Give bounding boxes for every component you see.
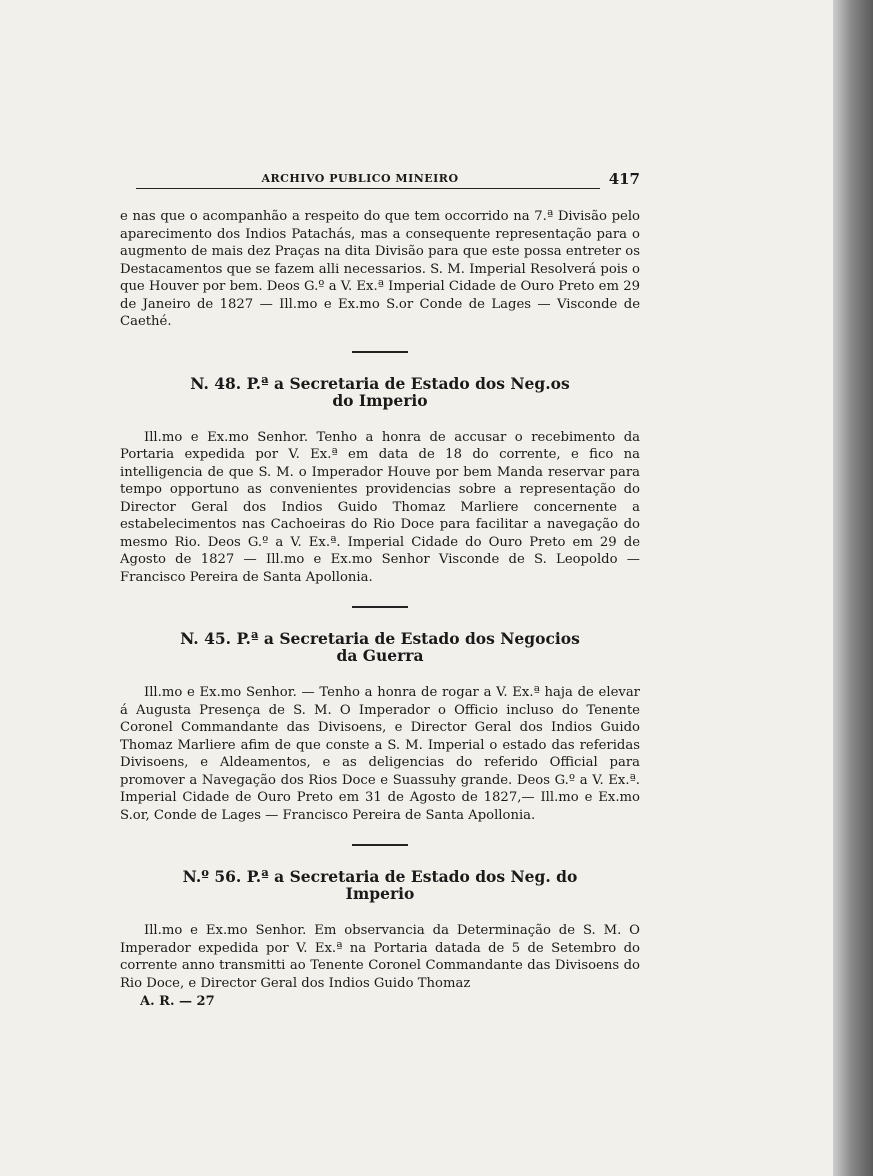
paragraph-n48: Ill.mo e Ex.mo Senhor. Tenho a honra de accusar o recebimento da Portaria expedida por V. Ex.ª em data de 18 do corrente, e fico na intelligencia de que S. M. o Imperador Houve por bem Manda reservar para tempo opportuno as convenientes providencias sobre a representação do Director Geral dos Indios Guido Thomaz Marliere concernente a estabelecimentos nas Cachoeiras do Rio Doce para facilitar a navegação do mesmo Rio. Deos G.º a V. Ex.ª. Imperial Cidade do Ouro Preto em 29 de Agosto de 1827 — Ill.mo e Ex.mo Senhor Visconde de S. Leopoldo — Francisco Pereira de Santa Apollonia.	[120, 429, 640, 585]
heading-n56-line1: N.º 56. P.ª a Secretaria de Estado dos Neg. do	[182, 867, 578, 886]
heading-n48-line2: do Imperio	[332, 390, 428, 410]
heading-n56	[120, 868, 640, 902]
paragraph-n56: Ill.mo e Ex.mo Senhor. Em observancia da Determinação de S. M. O Imperador expedida por V. Ex.ª na Portaria datada de 5 de Setembro do corrente anno transmitti ao Tenente Coronel Commandante das Divisoens do Rio Doce, e Director Geral dos Indios Guido Thomaz	[120, 923, 640, 991]
paragraph-n45: Ill.mo e Ex.mo Senhor. — Tenho a honra de rogar a V. Ex.ª haja de elevar á Augusta Presença de S. M. O Imperador o Officio incluso do Tenente Coronel Commandante das Divisoens, e Director Geral dos Indios Guido Thomaz Marliere afim de que conste a S. M. Imperial o estado das referidas Divisoens, e Aldeamentos, e as deligencias do referido Official para promover a Navegação dos Rios Doce e Suassuhy grande. Deos G.º a V. Ex.ª. Imperial Cidade de Ouro Preto em 31 de Agosto de 1827,— Ill.mo e Ex.mo S.or, Conde de Lages — Francisco Pereira de Santa Apollonia.	[120, 685, 640, 823]
heading-n56-line2: Imperio	[345, 884, 415, 903]
heading-n45-line1: N. 45. P.ª a Secretaria de Estado dos Negocios	[180, 629, 580, 648]
page-number: 417	[608, 170, 640, 188]
running-head: ARCHIVO PUBLICO MINEIRO	[261, 172, 459, 185]
heading-n48	[120, 375, 640, 409]
heading-n48-line1: N. 48. P.ª a Secretaria de Estado dos Neg.os	[190, 373, 570, 393]
page-edge-shadow	[833, 0, 873, 1176]
section-separator	[352, 351, 408, 353]
signature-mark: A. R. — 27	[140, 994, 215, 1009]
heading-n45	[120, 630, 640, 664]
header-rule	[136, 188, 600, 189]
page-header	[120, 168, 640, 190]
section-separator	[352, 844, 408, 846]
document-page	[120, 168, 640, 1009]
paragraph-intro: e nas que o acompanhão a respeito do que tem occorrido na 7.ª Divisão pelo aparecimento dos Indios Patachás, mas a consequente representação para o augmento de mais dez Praças na dita Divisão para que este possa entreter os Destacamentos que se fazem alli necessarios. S. M. Imperial Resolverá pois o que Houver por bem. Deos G.º a V. Ex.ª Imperial Cidade de Ouro Preto em 29 de Janeiro de 1827 — Ill.mo e Ex.mo S.or Conde de Lages — Visconde de Caethé.	[120, 209, 640, 329]
section-separator	[352, 606, 408, 608]
heading-n45-line2: da Guerra	[336, 646, 424, 665]
